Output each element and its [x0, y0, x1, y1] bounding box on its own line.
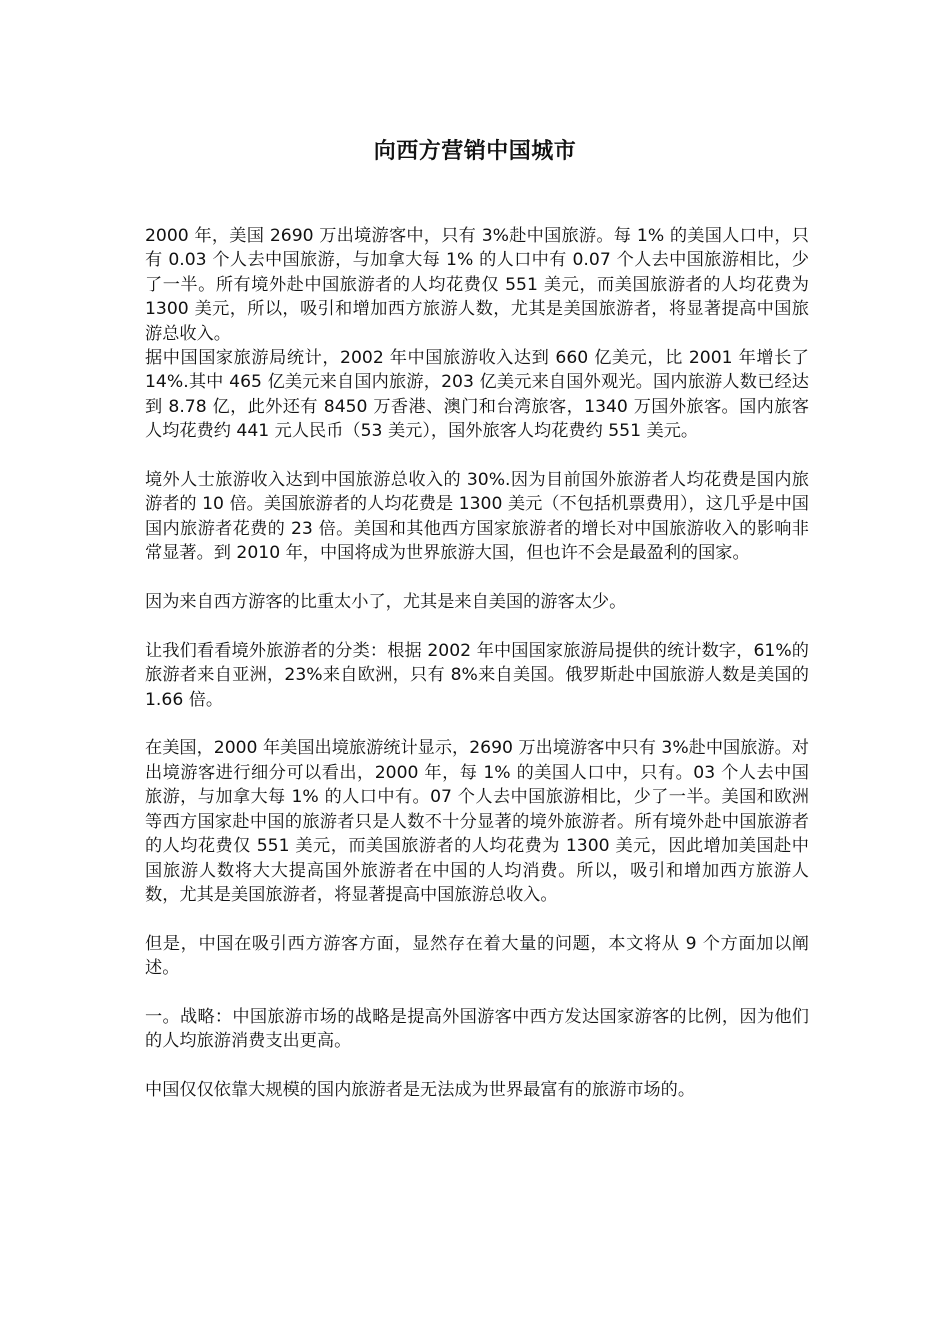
paragraph-8: 一。战略：中国旅游市场的战略是提高外国游客中西方发达国家游客的比例，因为他们的人均旅游消费支出更高。 [145, 1006, 809, 1052]
paragraph-4: 因为来自西方游客的比重太小了，尤其是来自美国的游客太少。 [145, 592, 627, 613]
document-title: 向西方营销中国城市 [373, 139, 577, 164]
paragraph-1: 2000 年，美国 2690 万出境游客中，只有 3%赴中国旅游。每 1% 的美国人口中，只有 0.03 个人去中国旅游，与加拿大每 1% 的人口中有 0.07 个人去中国旅游相比，少了一半。所有境外赴中国旅游者的人均花费仅 551 美元，而美国旅游者的人均花费为 1300 美元，所以，吸引和增加西方旅游人数，尤其是美国旅游者，将显著提高中国旅游总收入。 [145, 226, 809, 344]
paragraph-5: 让我们看看境外旅游者的分类：根据 2002 年中国国家旅游局提供的统计数字，61%的旅游者来自亚洲，23%来自欧洲，只有 8%来自美国。俄罗斯赴中国旅游人数是美国的 1.66 倍。 [145, 640, 809, 710]
paragraph-2: 据中国国家旅游局统计，2002 年中国旅游收入达到 660 亿美元，比 2001 年增长了 14%.其中 465 亿美元来自国内旅游，203 亿美元来自国外观光。国内旅游人数已经达到 8.78 亿，此外还有 8450 万香港、澳门和台湾旅客，1340 万国外旅客。国内旅客人均花费约 441 元人民币（53 美元），国外旅客人均花费约 551 美元。 [145, 348, 809, 442]
paragraph-3: 境外人士旅游收入达到中国旅游总收入的 30%.因为目前国外旅游者人均花费是国内旅游者的 10 倍。美国旅游者的人均花费是 1300 美元（不包括机票费用），这几乎是中国国内旅游者花费的 23 倍。美国和其他西方国家旅游者的增长对中国旅游收入的影响非常显著。到 2010 年，中国将成为世界旅游大国，但也许不会是最盈利的国家。 [145, 470, 809, 564]
paragraph-6: 在美国，2000 年美国出境旅游统计显示，2690 万出境游客中只有 3%赴中国旅游。对出境游客进行细分可以看出，2000 年，每 1% 的美国人口中，只有。03 个人去中国旅游，与加拿大每 1% 的人口中有。07 个人去中国旅游相比，少了一半。美国和欧洲等西方国家赴中国的旅游者只是人数不十分显著的境外旅游者。所有境外赴中国旅游者的人均花费仅 551 美元，而美国旅游者的人均花费为 1300 美元，因此增加美国赴中国旅游人数将大大提高国外旅游者在中国的人均消费。所以，吸引和增加西方旅游人数，尤其是美国旅游者，将显著提高中国旅游总收入。 [145, 738, 809, 905]
paragraph-9: 中国仅仅依靠大规模的国内旅游者是无法成为世界最富有的旅游市场的。 [145, 1080, 696, 1101]
document-body [145, 224, 809, 1103]
paragraph-7: 但是，中国在吸引西方游客方面，显然存在着大量的问题，本文将从 9 个方面加以阐述。 [145, 933, 809, 979]
